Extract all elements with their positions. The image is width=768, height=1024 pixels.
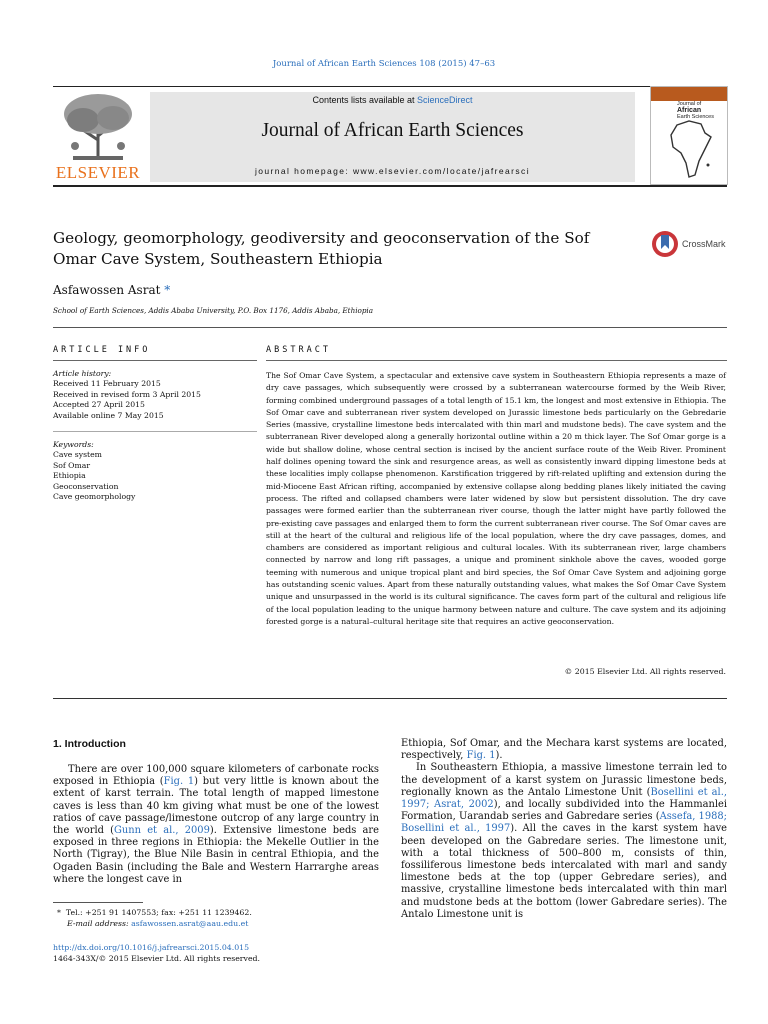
header-bottom-rule	[53, 185, 727, 187]
keywords-block	[53, 440, 257, 502]
journal-homepage[interactable]: journal homepage: www.elsevier.com/locate/jafrearsci	[254, 166, 530, 176]
contents-prefix: Contents lists available at	[312, 95, 418, 105]
intro-left-column	[53, 764, 379, 886]
keyword-item: Geoconservation	[53, 481, 119, 491]
abstract-rule	[266, 360, 727, 361]
doi-block	[53, 942, 379, 964]
history-item: Available online 7 May 2015	[53, 410, 164, 420]
author-name: Asfawossen Asrat	[53, 283, 161, 297]
footnote-mark: *	[57, 908, 61, 917]
article-info-rule	[53, 360, 257, 361]
intro-right-column	[401, 738, 727, 921]
citation-link[interactable]: Assefa, 1988; Bosellini et al., 1997	[401, 811, 727, 835]
history-item: Accepted 27 April 2015	[53, 400, 145, 410]
keywords-label: Keywords:	[53, 440, 94, 449]
intro-paragraph: In Southeastern Ethiopia, a massive limestone terrain led to the development of a karst system on Jurassic limestone beds, regionally known as the Antalo Limestone Unit (Bosellini et al., 1997; Asrat, 2002), and locally subdivided into the Hammanlei Formation, Uarandab series and Gabredare series (Assefa, 1988; Bosellini et al., 1997). All the caves in the karst system have been developed on the Gabredare series. The limestone unit, with a total thickness of 500–800 m, consists of thin, fossiliferous limestone beds intercalated with marl and sandy limestone beds at the top (upper Gebredare series), and massive, crystalline limestone beds intercalated with thin marl and mudstone beds at the bottom (lower Gabredare series). The Antalo Limestone unit is	[401, 762, 728, 920]
keyword-item: Ethiopia	[53, 471, 86, 481]
citation-link[interactable]: Gunn et al., 2009	[114, 825, 210, 837]
figure-ref-link[interactable]: Fig. 1	[163, 776, 195, 788]
abstract-copyright: © 2015 Elsevier Ltd. All rights reserved.	[564, 667, 726, 676]
header-top-rule	[53, 86, 727, 87]
doi-link[interactable]: http://dx.doi.org/10.1016/j.jafrearsci.2015.04.015	[53, 943, 250, 952]
email-link[interactable]: asfawossen.asrat@aau.edu.et	[131, 919, 249, 928]
article-title: Geology, geomorphology, geodiversity and geoconservation of the Sof Omar Cave System, Southeastern Ethiopia	[53, 229, 590, 268]
article-history	[53, 369, 257, 421]
title-bottom-rule	[53, 327, 727, 328]
author-line	[53, 283, 170, 297]
journal-citation[interactable]: Journal of African Earth Sciences 108 (2015) 47–63	[272, 59, 496, 69]
author-footnote	[53, 907, 379, 929]
author-footnote-mark[interactable]: *	[164, 283, 171, 297]
history-item: Received 11 February 2015	[53, 379, 161, 389]
intro-paragraph: There are over 100,000 square kilometers of carbonate rocks exposed in Ethiopia (Fig. 1) but very little is known about the extent of karst terrain. The total length of mapped limestone caves is less than 40 km giving what must be one of the lowest ratios of cave passage/limestone outcrop of any large country in the world (Gunn et al., 2009). Extensive limestone beds are exposed in three regions in Ethiopia: the Mekelle Outlier in the North (Tigray), the Blue Nile Basin in central Ethiopia, and the Ogaden Basin (including the Bale and Western Harrarghe areas where the longest cave in	[53, 764, 379, 885]
section-heading-introduction: 1. Introduction	[53, 738, 126, 750]
cover-title: Journal of African Earth Sciences	[677, 101, 714, 120]
keyword-item: Sof Omar	[53, 460, 91, 470]
intro-paragraph: Ethiopia, Sof Omar, and the Mechara karst systems are located, respectively, Fig. 1).	[401, 738, 727, 762]
history-item: Received in revised form 3 April 2015	[53, 389, 201, 399]
journal-cover-thumbnail	[650, 86, 728, 185]
footnote-rule	[53, 902, 143, 903]
author-affiliation: School of Earth Sciences, Addis Ababa University, P.O. Box 1176, Addis Ababa, Ethiopia	[53, 306, 374, 315]
journal-title: Journal of African Earth Sciences	[261, 120, 524, 141]
abstract-text: The Sof Omar Cave System, a spectacular and extensive cave system in Southeastern Ethiopia represents a maze of dry cave passages, which subsequently were crossed by a subterranean watercourse formed by the Weib River, forming combined underground passages of a total length of 15.1 km, the longest and most extensive in Ethiopia. The Sof Omar cave and subterranean river system developed on Jurassic limestone beds particularly on the Gebredarie Series (massive, crystalline limestone beds intercalated with thin marl and mudstone beds). The cave system and the subterranean River developed along a generally horizontal outline within a 20 m thick layer. The Sof Omar gorge is a wide but shallow doline, whose central section is incised by the ancient surface route of the Weib River. Prominent half dolines opening toward the sink and resurgence areas, as well as consistently inward dipping limestone beds at these localities imply collapse phenomenon. Karstification triggered by rift-related uplifting and extension during the mid-Miocene East African rifting, accompanied by extensive collapse along bedding planes likely initiated the caving process. The rifted and collapsed chambers were later widened by slow but persistent dissolution. The dry cave passages were formed earlier than the subterranean river course, though the latter might have partly followed the pre-existing cave passages and enlarged them to form the current subterranean river course. The Sof Omar caves are still at the heart of the cultural and religious life of the local population, where the dry cave passages, domes, and chambers are considered as important religious and cultural locales. With its subterranean river, large chambers connected by narrow and long rift passages, a unique and prominent sinkhole above the caves, wooded gorge teeming with numerous and unique tropical plant and bird species, the Sof Omar Cave System and adjoining gorge has outstanding scenic values. Apart from these naturally outstanding values, what makes the Sof Omar Cave System unique and unsurpassed in the world is its cultural significance. The caves form part of the cultural and religious life of the local population leading to the unique harmony between nature and culture. The cave system and its adjoining forested gorge is a natural–cultural heritage site that requires an active geoconservation.	[266, 371, 726, 626]
issn-copyright: 1464-343X/© 2015 Elsevier Ltd. All rights reserved.	[53, 954, 261, 963]
crossmark-label[interactable]: CrossMark	[682, 239, 726, 249]
abstract-heading: ABSTRACT	[266, 345, 331, 355]
publisher-name: ELSEVIER	[55, 163, 141, 182]
contents-availability	[150, 95, 635, 105]
article-info-heading: ARTICLE INFO	[53, 345, 151, 355]
cover-band	[651, 87, 727, 101]
info-divider	[53, 431, 257, 432]
email-label: E-mail address:	[67, 919, 132, 928]
crossmark-icon[interactable]	[651, 229, 679, 263]
keyword-item: Cave geomorphology	[53, 492, 136, 502]
sciencedirect-link[interactable]: ScienceDirect	[417, 95, 473, 105]
figure-ref-link[interactable]: Fig. 1	[466, 750, 496, 762]
abstract-bottom-rule	[53, 698, 727, 699]
history-label: Article history:	[53, 369, 112, 378]
contact-phone: Tel.: +251 91 1407553; fax: +251 11 1239462.	[65, 908, 252, 917]
citation-link[interactable]: Bosellini et al., 1997; Asrat, 2002	[401, 786, 727, 811]
keyword-item: Cave system	[53, 450, 102, 460]
africa-map-icon	[669, 119, 713, 179]
